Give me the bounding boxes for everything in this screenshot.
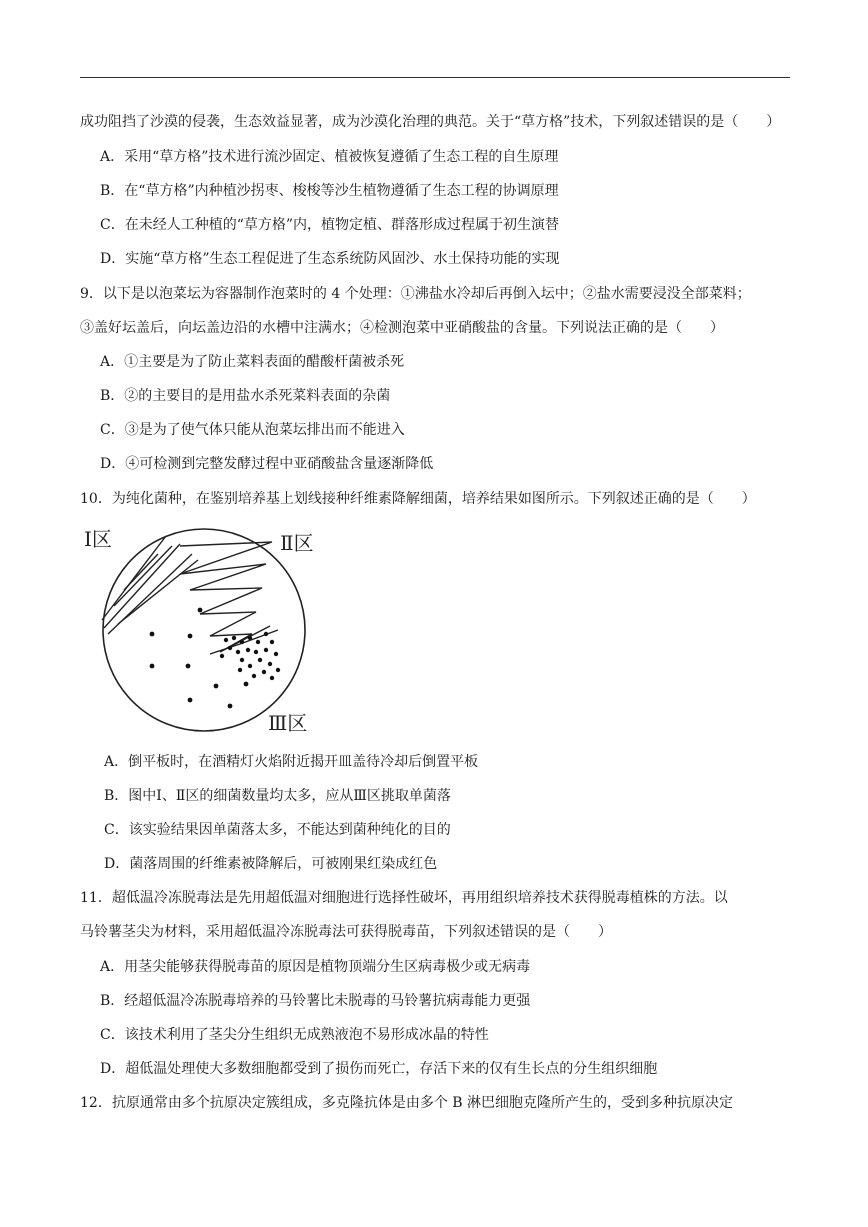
q10-option-a: A．倒平板时，在酒精灯火焰附近揭开皿盖待冷却后倒置平板 xyxy=(104,754,479,770)
q11-option-b: B．经超低温冷冻脱毒培养的马铃薯比未脱毒的马铃薯抗病毒能力更强 xyxy=(100,993,531,1009)
q12-stem: 12．抗原通常由多个抗原决定簇组成，多克隆抗体是由多个 B 淋巴细胞克隆所产生的，受到多种抗原决定 xyxy=(80,1095,734,1111)
zone-2-label: Ⅱ区 xyxy=(280,531,314,555)
streak-plate-diagram xyxy=(80,524,340,736)
q10-option-b: B．图中Ⅰ、Ⅱ区的细菌数量均太多，应从Ⅲ区挑取单菌落 xyxy=(104,788,451,804)
q9-option-b: B．②的主要目的是用盐水杀死菜料表面的杂菌 xyxy=(100,388,391,404)
q10-stem: 10．为纯化菌种，在鉴别培养基上划线接种纤维素降解细菌，培养结果如图所示。下列叙述正确的是（ ） xyxy=(80,491,756,507)
zone-1-streaks xyxy=(102,536,198,634)
q10-option-d: D．菌落周围的纤维素被降解后，可被刚果红染成红色 xyxy=(104,856,438,872)
q8-option-b: B．在“草方格”内种植沙拐枣、梭梭等沙生植物遵循了生态工程的协调原理 xyxy=(100,183,559,199)
q8-stem: 成功阻挡了沙漠的侵袭，生态效益显著，成为沙漠化治理的典范。关于“草方格”技术，下列叙述错误的是（ ） xyxy=(80,114,781,130)
q9-option-c: C．③是为了使气体只能从泡菜坛排出而不能进入 xyxy=(100,422,405,438)
q11-option-d: D．超低温处理使大多数细胞都受到了损伤而死亡，存活下来的仅有生长点的分生组织细胞 xyxy=(100,1061,658,1077)
q11-stem-line-2: 马铃薯茎尖为材料，采用超低温冷冻脱毒法可获得脱毒苗，下列叙述错误的是（ ） xyxy=(80,924,612,940)
q8-option-a: A．采用“草方格”技术进行流沙固定、植被恢复遵循了生态工程的自生原理 xyxy=(100,149,559,165)
petri-dish-outline xyxy=(103,529,305,731)
q11-option-c: C．该技术利用了茎尖分生组织无成熟液泡不易形成冰晶的特性 xyxy=(100,1027,489,1043)
q9-option-d: D．④可检测到完整发酵过程中亚硝酸盐含量逐渐降低 xyxy=(100,456,434,472)
header-rule xyxy=(80,77,790,78)
zone-3-label: Ⅲ区 xyxy=(268,711,308,735)
q11-stem-line-1: 11．超低温冷冻脱毒法是先用超低温对细胞进行选择性破坏，再用组织培养技术获得脱毒植株的方法。以 xyxy=(80,890,728,906)
petri-dish-figure xyxy=(80,524,340,736)
zone-1-label: Ⅰ区 xyxy=(84,527,112,551)
zone-2-streak xyxy=(180,542,272,652)
colony-dots xyxy=(150,608,281,709)
q11-option-a: A．用茎尖能够获得脱毒苗的原因是植物顶端分生区病毒极少或无病毒 xyxy=(100,959,531,975)
q9-option-a: A．①主要是为了防止菜料表面的醋酸杆菌被杀死 xyxy=(100,354,405,370)
q8-option-d: D．实施“草方格”生态工程促进了生态系统防风固沙、水土保持功能的实现 xyxy=(100,251,560,267)
q9-stem-line-1: 9．以下是以泡菜坛为容器制作泡菜时的 4 个处理：①沸盐水冷却后再倒入坛中；②盐水需要浸没全部菜料； xyxy=(80,286,751,302)
q8-option-c: C．在未经人工种植的“草方格”内，植物定植、群落形成过程属于初生演替 xyxy=(100,217,560,233)
q9-stem-line-2: ③盖好坛盖后，向坛盖边沿的水槽中注满水；④检测泡菜中亚硝酸盐的含量。下列说法正确的是（ ） xyxy=(80,320,724,336)
q10-option-c: C．该实验结果因单菌落太多，不能达到菌种纯化的目的 xyxy=(104,822,451,838)
